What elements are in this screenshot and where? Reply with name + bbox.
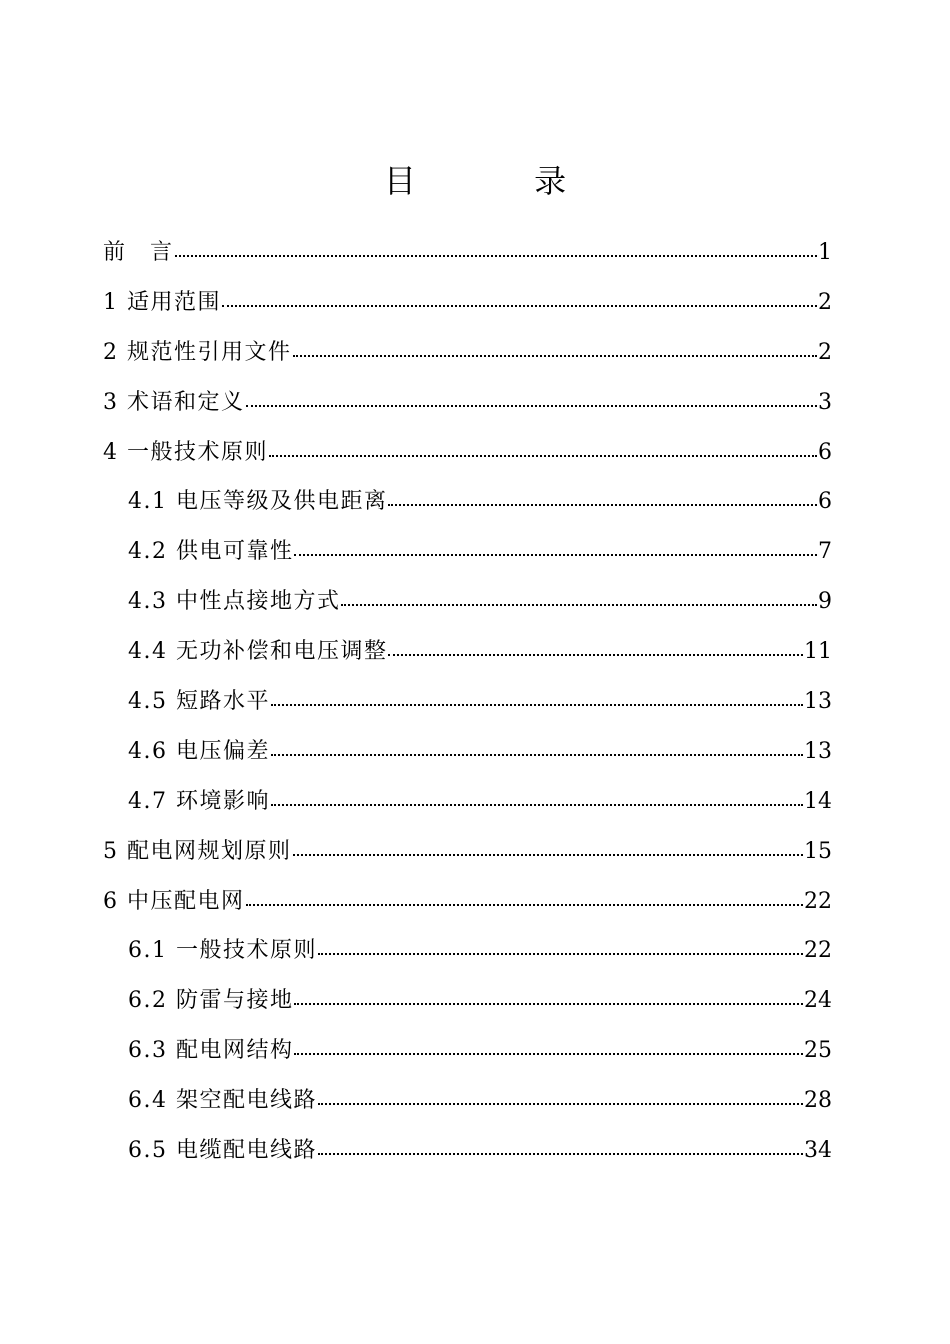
toc-subentry[interactable] [103, 1076, 832, 1126]
toc-entry-label: 5 配电网规划原则 [103, 838, 292, 864]
toc-page-number: 15 [804, 838, 832, 864]
toc-dot-leader [294, 553, 817, 556]
toc-entry-label: 4.7 环境影响 [128, 788, 270, 814]
toc-entry-label: 6.4 架空配电线路 [128, 1088, 317, 1114]
toc-dot-leader [318, 1152, 803, 1155]
toc-page-number: 13 [804, 738, 832, 764]
toc-subentry[interactable] [103, 976, 832, 1026]
toc-dot-leader [271, 803, 803, 806]
toc-dot-leader [388, 653, 803, 656]
toc-entry-label: 4 一般技术原则 [103, 439, 268, 465]
toc-entry[interactable] [103, 378, 832, 428]
toc-dot-leader [388, 503, 817, 506]
toc-entry-label: 前 言 [103, 240, 174, 265]
toc-page-number: 3 [818, 389, 832, 415]
toc-entry-label: 6.1 一般技术原则 [128, 938, 317, 964]
toc-dot-leader [294, 1002, 803, 1005]
toc-page-number: 25 [804, 1038, 832, 1064]
toc-subentry[interactable] [103, 627, 832, 677]
table-of-contents [103, 228, 832, 1176]
toc-dot-leader [175, 254, 817, 257]
toc-dot-leader [269, 454, 817, 457]
toc-page-number: 13 [804, 689, 832, 715]
toc-entry-label: 4.3 中性点接地方式 [128, 589, 341, 615]
toc-entry[interactable] [103, 877, 832, 927]
toc-page-number: 1 [818, 240, 832, 265]
toc-title: 目 录 [383, 162, 621, 201]
toc-page-number: 2 [818, 289, 832, 315]
toc-page-number: 34 [804, 1138, 832, 1164]
toc-dot-leader [293, 354, 818, 357]
toc-dot-leader [271, 703, 803, 706]
toc-entry-label: 3 术语和定义 [103, 389, 245, 415]
toc-entry-label: 4.1 电压等级及供电距离 [128, 489, 388, 515]
toc-entry-label: 4.4 无功补偿和电压调整 [128, 639, 388, 665]
toc-dot-leader [246, 404, 818, 407]
toc-page-number: 24 [804, 988, 832, 1014]
toc-subentry[interactable] [103, 677, 832, 727]
toc-entry-label: 6 中压配电网 [103, 888, 245, 914]
toc-subentry[interactable] [103, 1026, 832, 1076]
toc-dot-leader [318, 952, 803, 955]
toc-page-number: 11 [804, 639, 832, 665]
toc-subentry[interactable] [103, 926, 832, 976]
toc-subentry[interactable] [103, 527, 832, 577]
toc-entry-label: 6.3 配电网结构 [128, 1038, 294, 1064]
toc-subentry[interactable] [103, 777, 832, 827]
toc-subentry[interactable] [103, 577, 832, 627]
toc-entry[interactable] [103, 228, 832, 278]
toc-entry[interactable] [103, 328, 832, 378]
toc-page-number: 22 [804, 938, 832, 964]
toc-dot-leader [341, 603, 817, 606]
toc-entry-label: 2 规范性引用文件 [103, 339, 292, 365]
toc-dot-leader [271, 753, 803, 756]
toc-dot-leader [294, 1052, 803, 1055]
toc-entry-label: 6.2 防雷与接地 [128, 988, 294, 1014]
toc-page-number: 2 [818, 339, 832, 365]
toc-dot-leader [246, 903, 804, 906]
toc-subentry[interactable] [103, 1126, 832, 1176]
toc-page-number: 6 [818, 439, 832, 465]
toc-entry-label: 4.6 电压偏差 [128, 738, 270, 764]
toc-page-number: 14 [804, 788, 832, 814]
toc-entry-label: 4.2 供电可靠性 [128, 539, 294, 565]
toc-entry[interactable] [103, 428, 832, 478]
toc-entry-label: 1 适用范围 [103, 289, 221, 315]
toc-dot-leader [318, 1102, 803, 1105]
toc-dot-leader [222, 304, 817, 307]
toc-page-number: 22 [804, 888, 832, 914]
toc-dot-leader [293, 853, 804, 856]
toc-entry-label: 6.5 电缆配电线路 [128, 1138, 317, 1164]
toc-page-number: 6 [818, 489, 832, 515]
toc-entry[interactable] [103, 827, 832, 877]
toc-subentry[interactable] [103, 477, 832, 527]
toc-page-number: 7 [818, 539, 832, 565]
toc-entry-label: 4.5 短路水平 [128, 689, 270, 715]
toc-page-number: 28 [804, 1088, 832, 1114]
toc-entry[interactable] [103, 278, 832, 328]
toc-page-number: 9 [818, 589, 832, 615]
toc-subentry[interactable] [103, 727, 832, 777]
